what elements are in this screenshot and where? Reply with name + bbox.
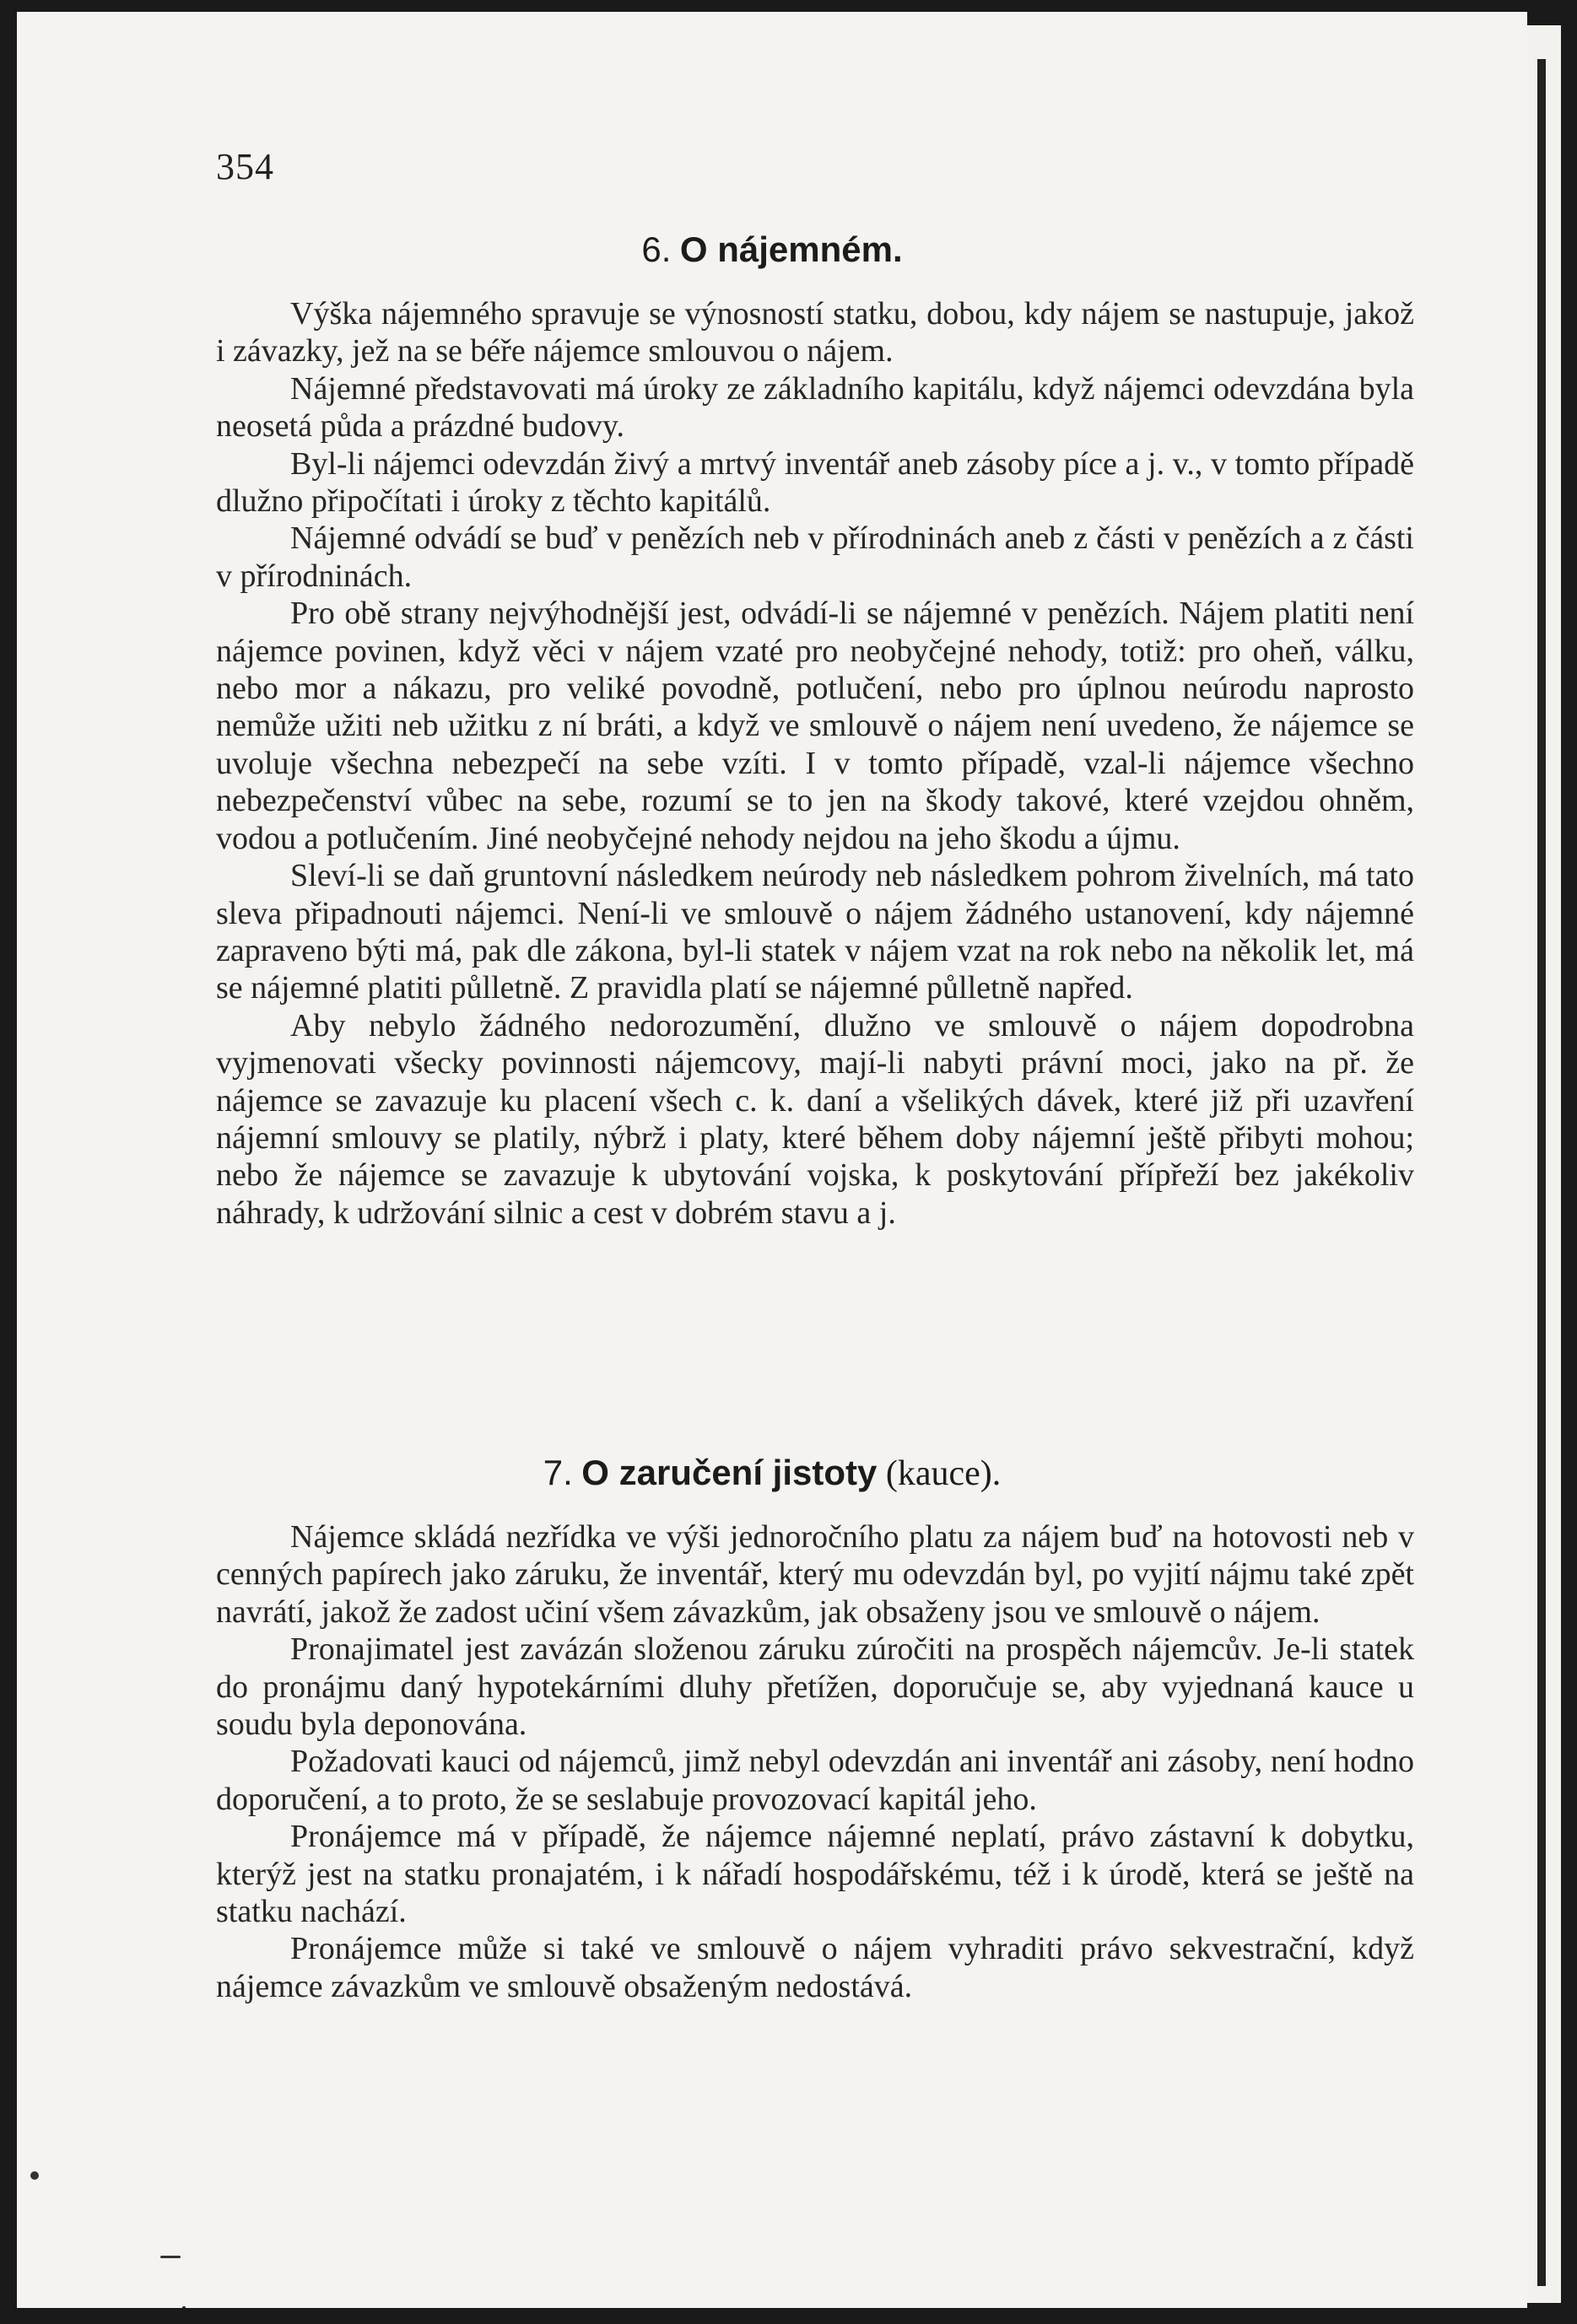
- scan-speck: [182, 2306, 186, 2308]
- section-7-title: O zaručení jistoty: [581, 1453, 878, 1492]
- adjacent-page-edge: [1527, 25, 1561, 2303]
- section-7-note: (kauce).: [885, 1454, 1002, 1493]
- section-7-number: 7.: [543, 1453, 573, 1492]
- section-7-heading: [17, 1453, 1527, 1494]
- section-7-body: [216, 1518, 1414, 2005]
- paragraph: Pro obě strany nejvýhodnější jest, odvádí-li se nájemné v penězích. Nájem platiti není nájemce povinen, když věci v nájem vzaté pro neobyčejné nehody, totiž: pro oheň, válku, nebo mor a nákazu, pro veliké povodně, potlučení, nebo pro úplnou neúrodu naprosto nemůže užiti neb užitku z ní bráti, a když ve smlouvě o nájem není uvedeno, že nájemce se uvoluje všechna nebezpečí na sebe vzíti. I v tomto případě, vzal-li nájemce všechno nebezpečenství vůbec na sebe, rozumí se to jen na škody takové, které vzejdou ohněm, vodou a potlučením. Jiné neobyčejné nehody nejdou na jeho škodu a újmu.: [216, 596, 1414, 856]
- section-6-body: [216, 295, 1414, 1232]
- paragraph: Pronajimatel jest zavázán složenou záruku zúročiti na prospěch nájemcův. Je-li statek do pronájmu daný hypotekárními dluhy přetížen, doporučuje se, aby vyjednaná kauce u soudu byla deponována.: [216, 1631, 1414, 1743]
- scan-speck: [160, 2256, 181, 2258]
- paragraph: Sleví-li se daň gruntovní následkem neúrody neb následkem pohrom živelních, má tato sleva připadnouti nájemci. Není-li ve smlouvě o nájem žádného ustanovení, kdy nájemné zapraveno býti má, pak dle zákona, byl-li statek v nájem vzat na rok nebo na několik let, má se nájemné platiti půlletně. Z pravidla platí se nájemné půlletně napřed.: [216, 858, 1414, 1006]
- paragraph: Nájemné představovati má úroky ze základního kapitálu, když nájemci odevzdána byla neosetá půda a prázdné budovy.: [216, 370, 1414, 445]
- paragraph: Pronájemce může si také ve smlouvě o nájem vyhraditi právo sekvestrační, když nájemce závazkům ve smlouvě obsaženým nedostává.: [216, 1931, 1414, 2004]
- paragraph: Byl-li nájemci odevzdán živý a mrtvý inventář aneb zásoby píce a j. v., v tomto případě dlužno připočítati i úroky z těchto kapitálů.: [216, 445, 1414, 520]
- binding-shadow: [1537, 59, 1546, 2286]
- section-6-heading: [17, 229, 1527, 271]
- paragraph: Aby nebylo žádného nedorozumění, dlužno ve smlouvě o nájem dopodrobna vyjmenovati všecky povinnosti nájemcovy, mají-li nabyti právní moci, jako na př. že nájemce se zavazuje ku placení všech c. k. daní a všelikých dávek, které již při uzavření nájemní smlouvy se platily, nýbrž i platy, které během doby nájemní ještě přibyti mohou; nebo že nájemce se zavazuje k ubytování vojska, k poskytování přípřeží bez jakékoliv náhrady, k udržování silnic a cest v dobrém stavu a j.: [216, 1007, 1414, 1231]
- paragraph: Požadovati kauci od nájemců, jimž nebyl odevzdán ani inventář ani zásoby, není hodno doporučení, a to proto, že se seslabuje provozovací kapitál jeho.: [216, 1744, 1414, 1817]
- paragraph: Výška nájemného spravuje se výnosností statku, dobou, kdy nájem se nastupuje, jakož i závazky, jež na se béře nájemce smlouvou o nájem.: [216, 296, 1414, 369]
- paragraph: Nájemce skládá nezřídka ve výši jednoročního platu za nájem buď na hotovosti neb v cenných papírech jako záruku, že inventář, který mu odevzdán byl, po vyjití nájmu také zpět navrátí, jakož že zadost učiní všem závazkům, jak obsaženy jsou ve smlouvě o nájem.: [216, 1519, 1414, 1630]
- scan-speck: [30, 2171, 39, 2180]
- paragraph: Nájemné odvádí se buď v penězích neb v přírodninách aneb z části v penězích a z části v přírodninách.: [216, 520, 1414, 594]
- page-number: 354: [216, 146, 274, 187]
- section-6-number: 6.: [641, 229, 672, 269]
- book-page: [17, 12, 1527, 2308]
- paragraph: Pronájemce má v případě, že nájemce nájemné neplatí, právo zástavní k dobytku, kterýž jest na statku pronajatém, i k nářadí hospodářskému, též i k úrodě, která se ještě na statku nachází.: [216, 1819, 1414, 1930]
- section-6-title: O nájemném.: [679, 229, 903, 269]
